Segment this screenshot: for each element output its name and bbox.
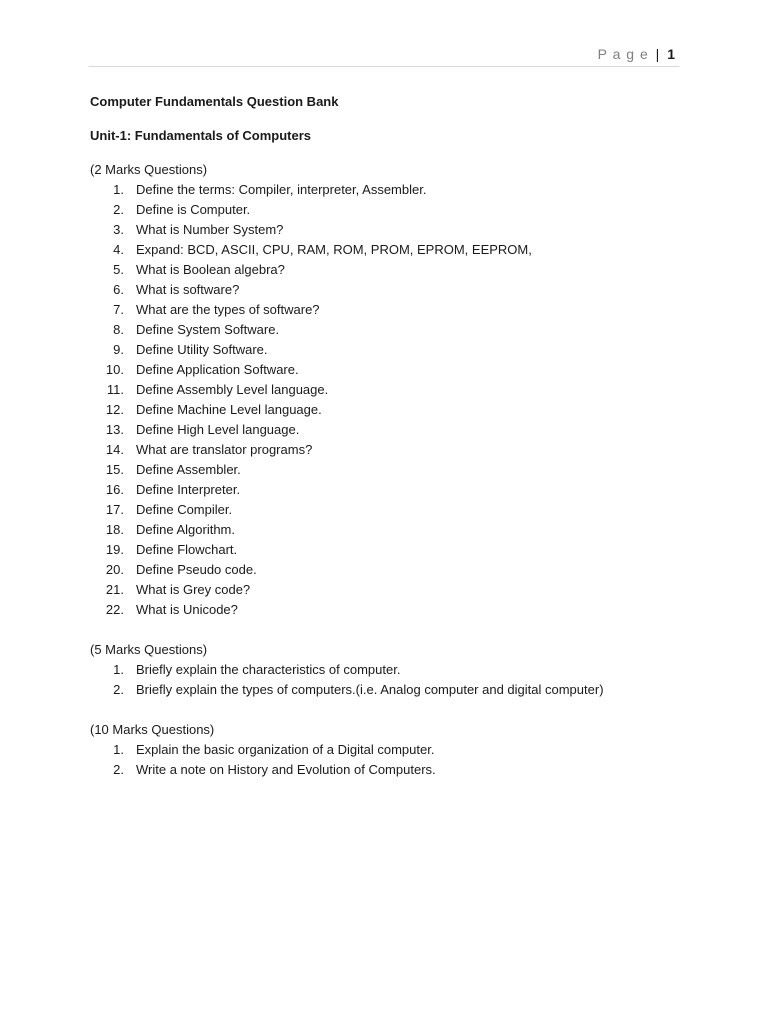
question-text: Explain the basic organization of a Digital computer. [136,742,435,757]
list-item [90,740,690,760]
question-number: 1. [113,182,124,197]
question-text: Briefly explain the characteristics of computer. [136,662,401,677]
page-header [89,46,679,67]
list-item [90,480,690,500]
question-text: Define Compiler. [136,502,233,517]
question-number: 4. [113,242,124,257]
list-item [90,300,690,320]
list-item [90,340,690,360]
list-item [90,360,690,380]
page-separator: | [655,46,661,62]
question-text: Expand: BCD, ASCII, CPU, RAM, ROM, PROM, EPROM, EEPROM, [136,242,532,257]
question-number: 20. [105,562,124,577]
page-number: 1 [667,46,676,62]
list-item [90,280,690,300]
question-number: 19. [105,542,124,557]
question-number: 1. [113,662,124,677]
question-text: Define Interpreter. [136,482,241,497]
list-item [90,260,690,280]
list-item [90,660,690,680]
question-text: Define Pseudo code. [136,562,257,577]
question-number: 3. [113,222,124,237]
question-text: Define Algorithm. [136,522,235,537]
question-number: 22. [105,602,124,617]
question-text: What is Grey code? [136,582,251,597]
question-number: 11. [106,382,124,397]
question-text: What is Number System? [136,222,284,237]
question-text: Define Assembler. [136,462,241,477]
question-number: 1. [113,742,124,757]
list-item [90,760,690,780]
list-item [90,440,690,460]
section-heading-10-marks: (10 Marks Questions) [90,722,215,737]
question-text: What is Boolean algebra? [136,262,285,277]
page-label: P a g e [597,46,649,62]
question-number: 2. [113,202,124,217]
question-number: 6. [113,282,124,297]
list-item [90,540,690,560]
section-heading-5-marks: (5 Marks Questions) [90,642,208,657]
question-number: 9. [113,342,124,357]
question-text: Define Machine Level language. [136,402,322,417]
question-text: What is Unicode? [136,602,238,617]
section-heading-2-marks: (2 Marks Questions) [90,162,208,177]
question-text: Define is Computer. [136,202,251,217]
question-text: Define System Software. [136,322,280,337]
question-number: 14. [105,442,124,457]
question-text: Define Utility Software. [136,342,268,357]
question-number: 2. [113,762,124,777]
list-item [90,200,690,220]
list-item [90,420,690,440]
list-item [90,320,690,340]
question-text: What are translator programs? [136,442,313,457]
question-text: Define the terms: Compiler, interpreter, Assembler. [136,182,427,197]
list-item [90,560,690,580]
list-item [90,680,690,700]
list-item [90,220,690,240]
document-body [90,92,690,780]
question-list-5-marks [90,660,690,700]
unit-title: Unit-1: Fundamentals of Computers [90,128,312,143]
list-item [90,520,690,540]
list-item [90,400,690,420]
question-number: 16. [105,482,124,497]
question-text: Define Application Software. [136,362,299,377]
list-item [90,380,690,400]
list-item [90,460,690,480]
page-number-indicator [598,46,676,62]
question-number: 7. [113,302,124,317]
question-text: Briefly explain the types of computers.(i.e. Analog computer and digital computer) [136,682,604,697]
question-text: What is software? [136,282,240,297]
question-number: 21. [105,582,124,597]
list-item [90,500,690,520]
list-item [90,600,690,620]
question-number: 17. [105,502,124,517]
question-number: 18. [105,522,124,537]
list-item [90,240,690,260]
question-number: 5. [113,262,124,277]
question-number: 15. [105,462,124,477]
question-text: Write a note on History and Evolution of Computers. [136,762,436,777]
document-title: Computer Fundamentals Question Bank [90,94,339,109]
question-number: 10. [105,362,124,377]
question-text: What are the types of software? [136,302,320,317]
list-item [90,180,690,200]
question-number: 12. [105,402,124,417]
question-list-10-marks [90,740,690,780]
list-item [90,580,690,600]
question-number: 13. [105,422,124,437]
question-number: 2. [113,682,124,697]
question-text: Define Assembly Level language. [136,382,329,397]
question-number: 8. [113,322,124,337]
question-text: Define Flowchart. [136,542,238,557]
question-list-2-marks [90,180,690,620]
question-text: Define High Level language. [136,422,300,437]
